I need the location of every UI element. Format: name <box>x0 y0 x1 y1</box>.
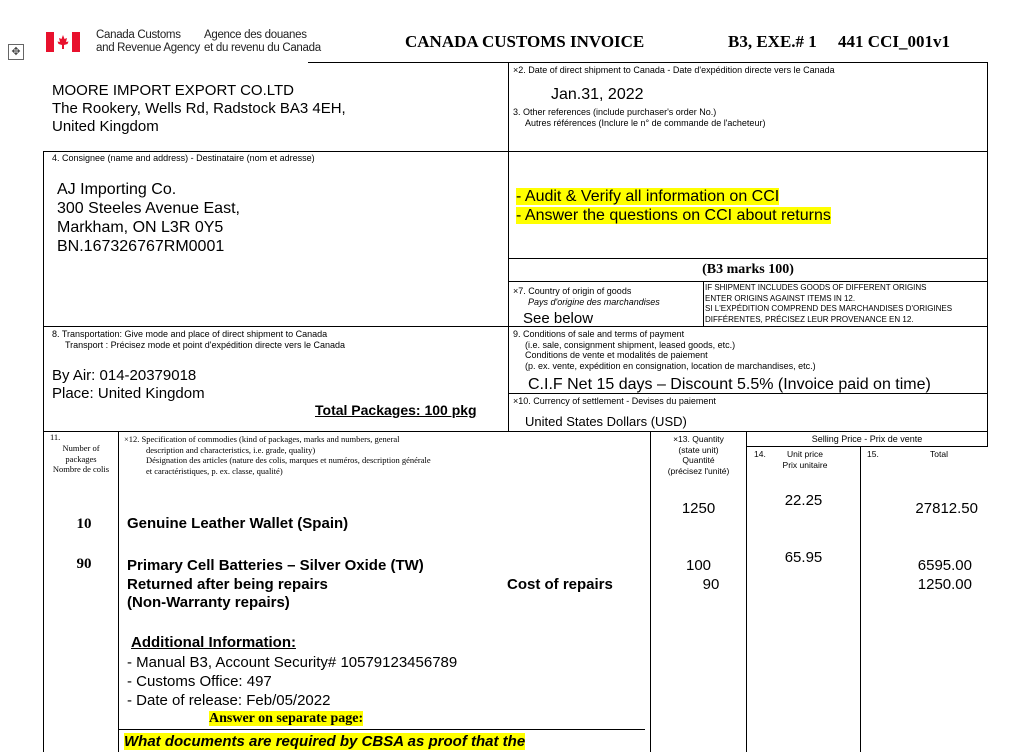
task-audit: - Audit & Verify all information on CCI <box>516 188 780 205</box>
country-of-origin: See below <box>523 310 594 327</box>
grid-line <box>308 62 988 63</box>
sale-terms: C.I.F Net 15 days – Discount 5.5% (Invoice paid on time) <box>528 376 931 393</box>
box9-label-line4: (p. ex. vente, expédition en consignation, location de marchandises, etc.) <box>525 360 816 371</box>
box9-label-line3: Conditions de vente et modalités de paiement <box>525 350 708 360</box>
vendor-country: United Kingdom <box>52 118 159 135</box>
col13-line1: ×13. Quantity <box>673 434 724 444</box>
item1-total: 27812.50 <box>915 500 978 517</box>
origin-note-line2: ENTER ORIGINS AGAINST ITEMS IN 12. <box>705 293 856 303</box>
col11-num: 11. <box>50 432 61 442</box>
col12-line1: ×12. Specification of commodies (kind of packages, marks and numbers, general <box>124 434 400 444</box>
col12-line2: description and characteristics, i.e. grade, quality) <box>146 444 316 455</box>
grid-line <box>508 281 988 282</box>
agency-name-fr <box>204 29 321 55</box>
b3-marks: (B3 marks 100) <box>702 262 794 277</box>
col12-line4: et caractéristiques, p. ex. classe, qualité) <box>146 465 283 476</box>
consignee-block <box>57 180 240 256</box>
col11-line3: Nombre de colis <box>52 464 110 474</box>
agency-en-line1: Canada Customs <box>96 29 181 41</box>
repair-quantity: 90 <box>702 576 720 593</box>
col15-header: Total <box>930 449 948 459</box>
consignee-label: 4. Consignee (name and address) - Destinataire (nom et adresse) <box>52 153 315 163</box>
agency-en-line2: and Revenue Agency <box>96 42 200 54</box>
repair-total: 1250.00 <box>917 576 972 593</box>
col13-line4: (précisez l'unité) <box>667 465 730 476</box>
col13-header <box>651 434 746 476</box>
question-text: What documents are required by CBSA as proof that the <box>124 733 526 750</box>
col15-num: 15. <box>867 449 879 459</box>
currency: United States Dollars (USD) <box>525 414 687 429</box>
vendor-address: The Rookery, Wells Rd, Radstock BA3 4EH, <box>52 100 346 117</box>
col11-line1: Number of <box>62 443 100 453</box>
box3-label-en: 3. Other references (include purchaser's order No.) <box>513 107 717 117</box>
col14-num: 14. <box>754 449 766 459</box>
grid-line <box>508 258 988 259</box>
canada-flag-icon <box>46 32 80 52</box>
agency-name-en <box>96 29 200 55</box>
box9-label-line1: 9. Conditions of sale and terms of payment <box>513 329 685 339</box>
item1-quantity: 1250 <box>681 500 716 517</box>
box9-label <box>513 329 816 371</box>
repair-line2: (Non-Warranty repairs) <box>127 594 290 611</box>
box7-label-fr: Pays d'origine des marchandises <box>528 296 660 307</box>
additional-release: - Date of release: Feb/05/2022 <box>127 692 331 709</box>
box9-label-line2: (i.e. sale, consignment shipment, leased goods, etc.) <box>525 339 736 350</box>
box7-label <box>513 286 660 307</box>
additional-list <box>127 653 457 710</box>
item2-quantity: 100 <box>685 557 712 574</box>
repair-cost-label: Cost of repairs <box>507 576 613 593</box>
vendor-name: MOORE IMPORT EXPORT CO.LTD <box>52 82 294 99</box>
item1-description: Genuine Leather Wallet (Spain) <box>127 515 349 532</box>
repair-block <box>127 576 328 612</box>
transport-mode: By Air: 014-20379018 <box>52 367 197 384</box>
task-returns: - Answer the questions on CCI about returns <box>516 207 831 224</box>
grid-line <box>987 62 988 446</box>
grid-line <box>43 151 988 152</box>
col13-line3: Quantité <box>682 455 715 465</box>
origin-note-line3: SI L'EXPÉDITION COMPREND DES MARCHANDISES D'ORIGINES <box>705 304 953 313</box>
move-handle-icon[interactable]: ✥ <box>8 44 24 60</box>
form-reference: B3, EXE.# 1 441 CCI_001v1 <box>728 32 950 51</box>
box7-label-en: ×7. Country of origin of goods <box>513 286 632 296</box>
grid-line <box>746 446 988 447</box>
col14-line1: Unit price <box>787 449 823 459</box>
shipment-date: Jan.31, 2022 <box>551 86 644 103</box>
selling-price-header: Selling Price - Prix de vente <box>811 434 923 444</box>
origin-note-line4: DIFFÉRENTES, PRÉCISEZ LEUR PROVENANCE EN 12. <box>705 314 914 324</box>
col11-header <box>44 443 118 475</box>
consignee-street: 300 Steeles Avenue East, <box>57 200 240 217</box>
box10-label: ×10. Currency of settlement - Devises du paiement <box>513 396 716 406</box>
box8-label-fr: Transport : Précisez mode et point d'expédition directe vers le Canada <box>65 339 346 350</box>
grid-line <box>43 326 988 327</box>
additional-heading: Additional Information: <box>131 634 296 651</box>
consignee-name: AJ Importing Co. <box>57 181 177 198</box>
col12-line3: Désignation des articles (nature des colis, marques et numéros, description générale <box>146 455 431 465</box>
col13-line2: (state unit) <box>678 444 719 455</box>
additional-office: - Customs Office: 497 <box>127 673 272 690</box>
agency-fr-line2: et du revenu du Canada <box>204 42 321 54</box>
col11-line2: packages <box>65 453 97 464</box>
grid-line <box>860 446 861 752</box>
grid-line <box>118 431 119 752</box>
box2-label: ×2. Date of direct shipment to Canada - Date d'expédition directe vers le Canada <box>513 65 835 75</box>
col12-header <box>124 434 431 476</box>
form-title: CANADA CUSTOMS INVOICE <box>405 32 645 51</box>
consignee-city: Markham, ON L3R 0Y5 <box>57 219 224 236</box>
col14-header <box>765 449 845 471</box>
item1-packages: 10 <box>76 516 92 532</box>
task-list <box>516 187 831 225</box>
box3-label-fr: Autres références (Inclure le n° de commande de l'acheteur) <box>525 117 766 128</box>
grid-line <box>508 62 509 431</box>
transport-place: Place: United Kingdom <box>52 385 205 402</box>
vendor-block <box>52 82 346 136</box>
box8-label <box>52 329 345 350</box>
answer-note: Answer on separate page: <box>209 711 364 726</box>
col14-line2: Prix unitaire <box>782 460 828 470</box>
total-packages: Total Packages: 100 pkg <box>315 402 477 418</box>
agency-fr-line1: Agence des douanes <box>204 29 307 41</box>
grid-line <box>118 729 645 730</box>
origin-note-line1: IF SHIPMENT INCLUDES GOODS OF DIFFERENT ORIGINS <box>705 283 927 292</box>
box3-label <box>513 107 765 128</box>
consignee-bn: BN.167326767RM0001 <box>57 238 225 255</box>
grid-line <box>43 431 988 432</box>
repair-line1: Returned after being repairs <box>127 576 328 593</box>
box8-label-en: 8. Transportation: Give mode and place of direct shipment to Canada <box>52 329 328 339</box>
item2-unit-price: 65.95 <box>784 549 823 566</box>
origin-note <box>705 283 952 325</box>
item2-description: Primary Cell Batteries – Silver Oxide (TW) <box>127 557 424 574</box>
transport-block <box>52 367 205 403</box>
item1-unit-price: 22.25 <box>784 492 823 509</box>
item2-packages: 90 <box>76 556 92 572</box>
grid-line <box>703 281 704 326</box>
additional-account: - Manual B3, Account Security# 10579123456789 <box>127 654 458 671</box>
item2-total: 6595.00 <box>917 557 972 574</box>
